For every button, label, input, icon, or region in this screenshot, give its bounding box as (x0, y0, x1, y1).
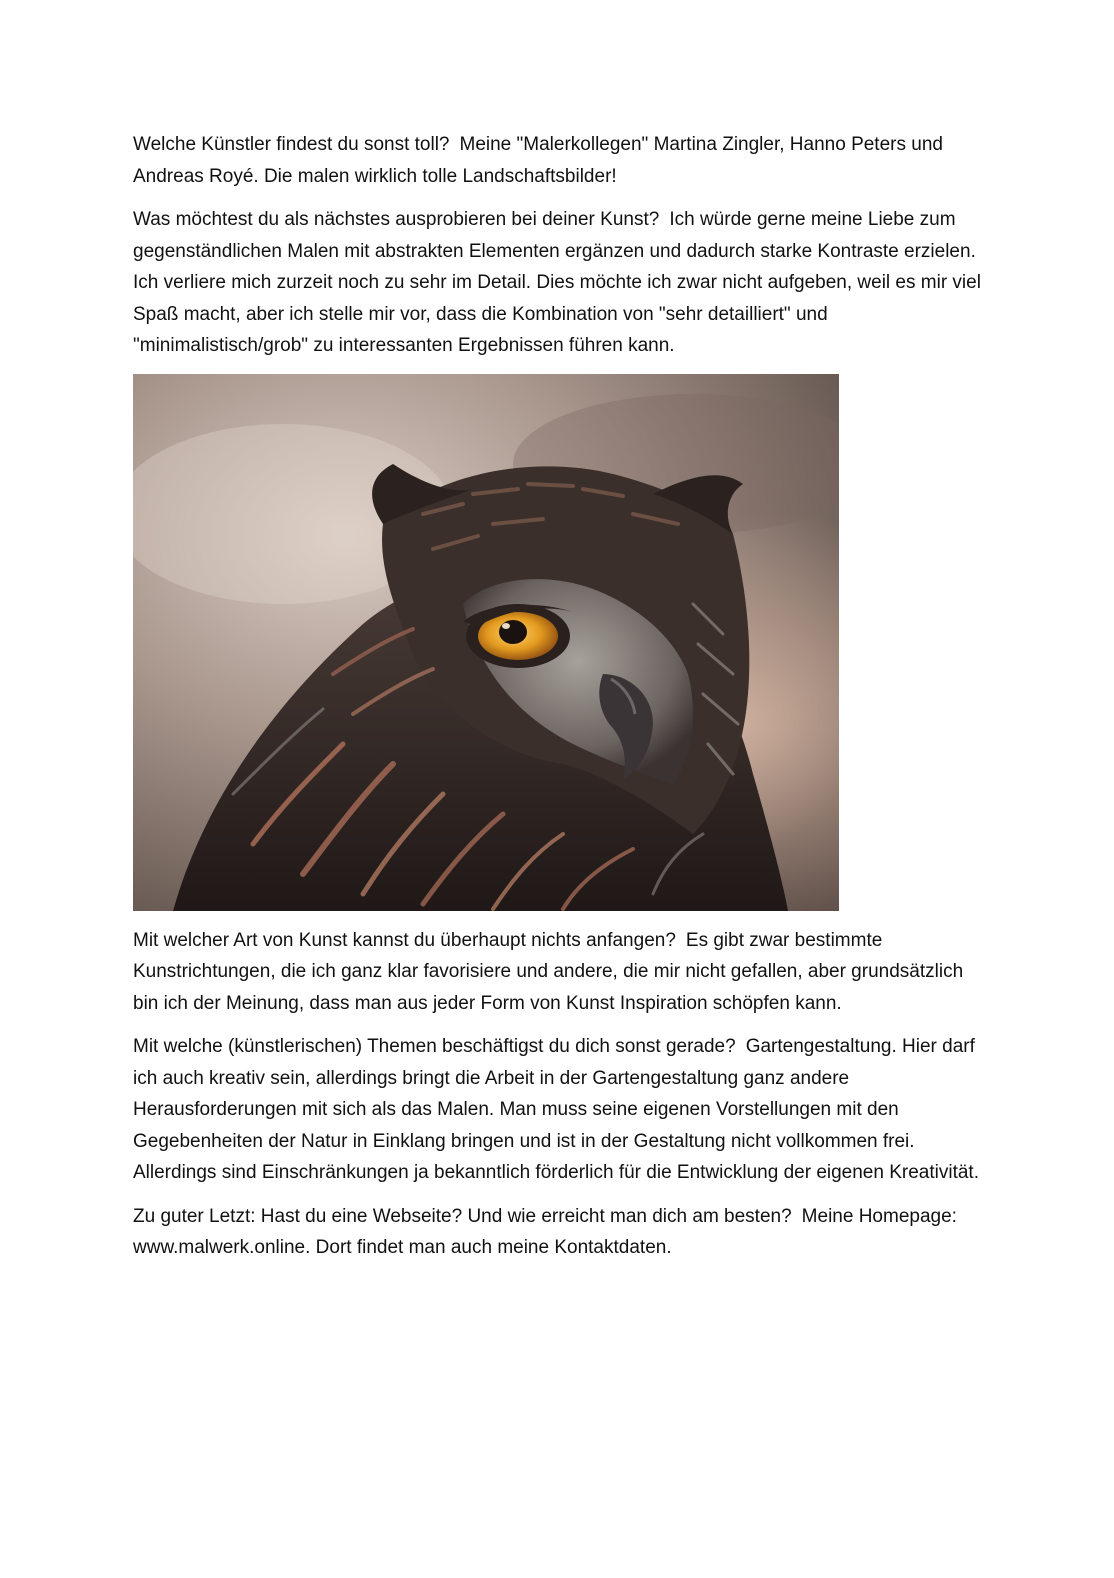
interview-paragraph (133, 1031, 981, 1189)
interview-paragraph (133, 129, 981, 192)
interview-paragraph (133, 1201, 981, 1264)
interview-answer: Es gibt zwar bestimmte Kunstrichtungen, die ich ganz klar favorisiere und andere, die mir nicht gefallen, aber grundsätzlich bin ich der Meinung, dass man aus jeder Form von Kunst Inspiration schöpfen kann. (133, 929, 964, 1014)
owl-painting-image (133, 374, 839, 911)
interview-question: Mit welche (künstlerischen) Themen beschäftigst du dich sonst gerade? (133, 1036, 736, 1057)
interview-question: Welche Künstler findest du sonst toll? (133, 134, 450, 155)
interview-answer: Ich würde gerne meine Liebe zum gegenständlichen Malen mit abstrakten Elementen ergänzen und dadurch starke Kontraste erzielen. Ich verliere mich zurzeit noch zu sehr im Detail. Dies möchte ich zwar nicht aufgeben, weil es mir viel Spaß macht, aber ich stelle mir vor, dass die Kombination von "sehr detailliert" und "minimalistisch/grob" zu interessanten Ergebnissen führen kann. (133, 209, 981, 356)
interview-question: Zu guter Letzt: Hast du eine Webseite? Und wie erreicht man dich am besten? (133, 1205, 792, 1227)
interview-question: Mit welcher Art von Kunst kannst du überhaupt nichts anfangen? (133, 929, 676, 951)
owl-painting-illustration (133, 374, 839, 911)
document-body (133, 129, 981, 1276)
interview-answer: Meine Homepage: www.malwerk.online. Dort findet man auch meine Kontaktdaten. (133, 1205, 957, 1258)
interview-answer: Gartengestaltung. Hier darf ich auch kreativ sein, allerdings bringt die Arbeit in der Gartengestaltung ganz andere Herausforderungen mit sich als das Malen. Man muss seine eigenen Vorstellungen mit den Gegebenheiten der Natur in Einklang bringen und ist in der Gestaltung nicht vollkommen frei. Allerdings sind Einschränkungen ja bekanntlich förderlich für die Entwicklung der eigenen Kreativität. (133, 1036, 979, 1183)
interview-paragraph (133, 925, 981, 1020)
interview-paragraph (133, 204, 981, 362)
interview-answer: Meine "Malerkollegen" Martina Zingler, Hanno Peters und Andreas Royé. Die malen wirklich tolle Landschaftsbilder! (133, 134, 943, 187)
interview-question: Was möchtest du als nächstes ausprobieren bei deiner Kunst? (133, 209, 660, 230)
